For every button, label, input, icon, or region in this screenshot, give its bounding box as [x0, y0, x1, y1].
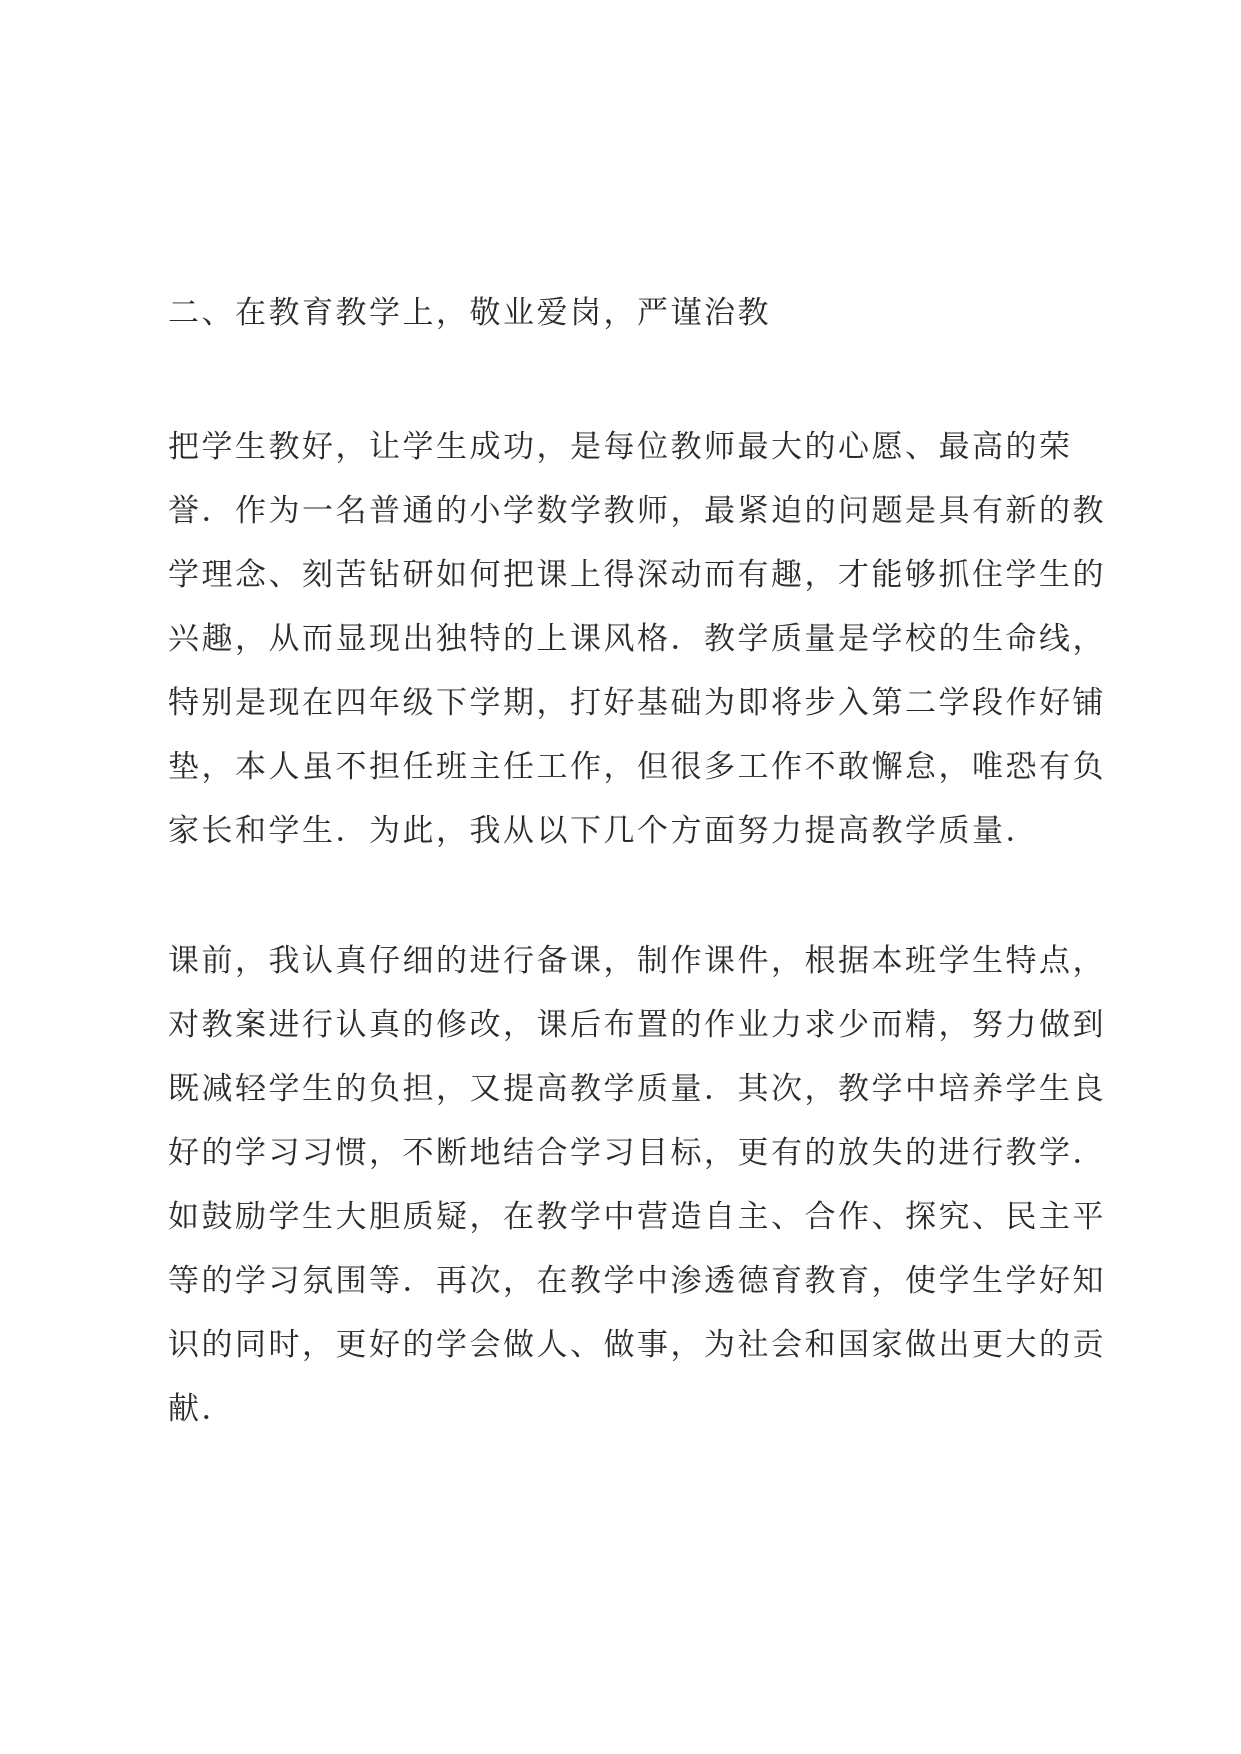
paragraph-line: 课前，我认真仔细的进行备课，制作课件，根据本班学生特点， — [168, 943, 1106, 979]
paragraph-line: 献． — [168, 1391, 235, 1427]
paragraph-1 — [168, 415, 1106, 863]
paragraph-line: 等的学习氛围等．再次，在教学中渗透德育教育，使学生学好知 — [168, 1263, 1106, 1299]
paragraph-line: 识的同时，更好的学会做人、做事，为社会和国家做出更大的贡 — [168, 1327, 1106, 1363]
paragraph-line: 好的学习习惯，不断地结合学习目标，更有的放失的进行教学． — [168, 1135, 1106, 1171]
paragraph-line: 把学生教好，让学生成功，是每位教师最大的心愿、最高的荣 — [168, 429, 1073, 465]
paragraph-line: 家长和学生．为此，我从以下几个方面努力提高教学质量． — [168, 813, 1039, 849]
paragraph-line: 如鼓励学生大胆质疑，在教学中营造自主、合作、探究、民主平 — [168, 1199, 1106, 1235]
section-heading: 二、在教育教学上，敬业爱岗，严谨治教 — [168, 295, 771, 331]
paragraph-2 — [168, 929, 1106, 1441]
paragraph-line: 垫，本人虽不担任班主任工作，但很多工作不敢懈怠，唯恐有负 — [168, 749, 1106, 785]
paragraph-line: 对教案进行认真的修改，课后布置的作业力求少而精，努力做到 — [168, 1007, 1106, 1043]
paragraph-line: 既减轻学生的负担，又提高教学质量．其次，教学中培养学生良 — [168, 1071, 1106, 1107]
paragraph-line: 誉．作为一名普通的小学数学教师，最紧迫的问题是具有新的教 — [168, 493, 1106, 529]
paragraph-line: 学理念、刻苦钻研如何把课上得深动而有趣，才能够抓住学生的 — [168, 557, 1106, 593]
paragraph-line: 兴趣，从而显现出独特的上课风格．教学质量是学校的生命线， — [168, 621, 1106, 657]
paragraph-line: 特别是现在四年级下学期，打好基础为即将步入第二学段作好铺 — [168, 685, 1106, 721]
